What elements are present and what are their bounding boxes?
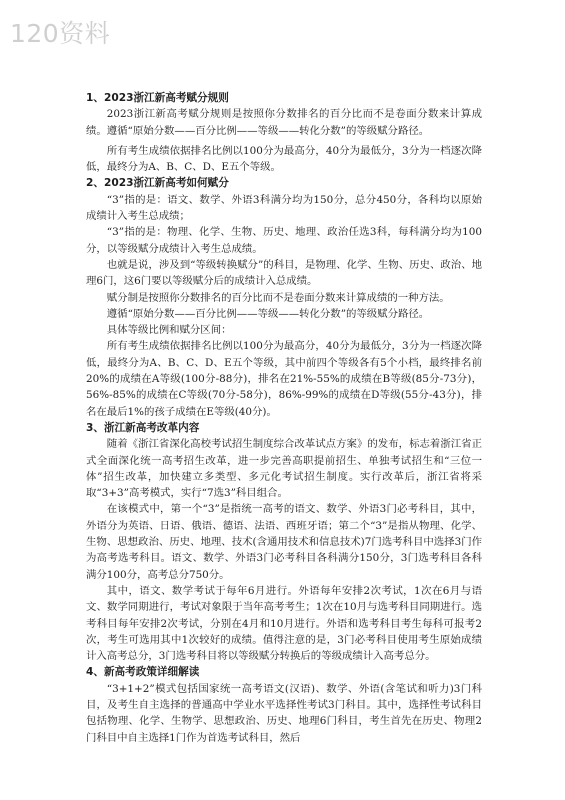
section-heading-3: 3、浙江新高考改革内容 xyxy=(86,421,200,434)
section-heading-1: 1、2023浙江新高考赋分规则 xyxy=(86,92,229,104)
paragraph: 在该模式中，第一个“3”是指统一高考的语文、数学、外语3门必考科目，其中，外语分为英语、日语、俄语、德语、法语、西班牙语；第二个“3”是指从物理、化学、生物、思想政治、历史、地理、技术(含通用技术和信息技术)7门选考科目中选择3门作为高考选考科目。语文、数学、外语3门必考科目各科满分150分，3门选考科目各科满分100分，高考总分750分。 xyxy=(86,503,482,581)
paragraph: “3+1+2”模式包括国家统一高考语文(汉语)、数学、外语(含笔试和听力)3门科目，及考生自主选择的普通高中学业水平选择性考试3门科目。其中，选择性考试科目包括物理、化学、生物学、思想政治、历史、地理6门科目，考生首先在历史、物理2门科目中自主选择1门作为首选考试科目，然后 xyxy=(86,682,482,744)
paragraph: 赋分制是按照你分数排名的百分比而不是卷面分数来计算成绩的一种方法。 xyxy=(106,291,450,304)
section-heading-4: 4、新高考政策详细解读 xyxy=(86,666,200,679)
paragraph: 随着《浙江省深化高校考试招生制度综合改革试点方案》的发布，标志着浙江省正式全面深化统一高考招生改革，进一步完善高职提前招生、单独考试招生和“三位一体”招生改革，加快建立多类型、多元化考试招生制度。实行改革后，浙江省将采取“3+3”高考模式，实行“7选3”科目组合。 xyxy=(86,438,482,500)
watermark: 120资料 xyxy=(10,19,111,48)
paragraph: 遵循“原始分数——百分比例——等级——转化分数”的等级赋分路径。 xyxy=(106,307,430,320)
document-body xyxy=(86,90,482,746)
section-heading-2: 2、2023浙江新高考如何赋分 xyxy=(86,177,229,190)
paragraph: 所有考生成绩依据排名比例以100分为最高分，40分为最低分，3分为一档逐次降低，最终分为A、B、C、D、E五个等级，其中前四个等级各有5个小档，最终排名前20%的成绩在A等级(100分-88分)，排名在21%-55%的成绩在B等级(85分-73分)，56%-85%的成绩在C等级(70分-58分)，86%-99%的成绩在D等级(55分-43分)，排名在最后1%的孩子成绩在E等级(40分)。 xyxy=(86,340,482,418)
paragraph: 也就是说，涉及到“等级转换赋分”的科目，是物理、化学、生物、历史、政治、地理6门，这6门要以等级赋分后的成绩计入总成绩。 xyxy=(86,258,482,288)
paragraph: 其中，语文、数学考试于每年6月进行。外语每年安排2次考试，1次在6月与语文、数学同期进行，考试对象限于当年高考考生；1次在10月与选考科目同期进行。选考科目每年安排2次考试，分别在4月和10月进行。外语和选考科目考生每科可报考2次，考生可选用其中1次较好的成绩。值得注意的是，3门必考科目使用考生原始成绩计入高考总分，3门选考科目将以等级赋分转换后的等级成绩计入高考总分。 xyxy=(86,584,482,663)
paragraph: “3”指的是：物理、化学、生物、历史、地理、政治任选3科，每科满分均为100分，以等级赋分成绩计入考生总成绩。 xyxy=(86,226,482,255)
paragraph: “3”指的是：语文、数学、外语3科满分均为150分，总分450分，各科均以原始成绩计入考生总成绩； xyxy=(86,193,482,223)
paragraph: 2023浙江新高考赋分规则是按照你分数排名的百分比而不是卷面分数来计算成绩。遵循“原始分数——百分比例——等级——转化分数”的等级赋分路径。 xyxy=(86,108,482,137)
paragraph: 具体等级比例和赋分区间： xyxy=(106,324,232,337)
paragraph: 所有考生成绩依据排名比例以100分为最高分，40分为最低分，3分为一档逐次降低，最终分为A、B、C、D、E五个等级。 xyxy=(86,144,482,174)
